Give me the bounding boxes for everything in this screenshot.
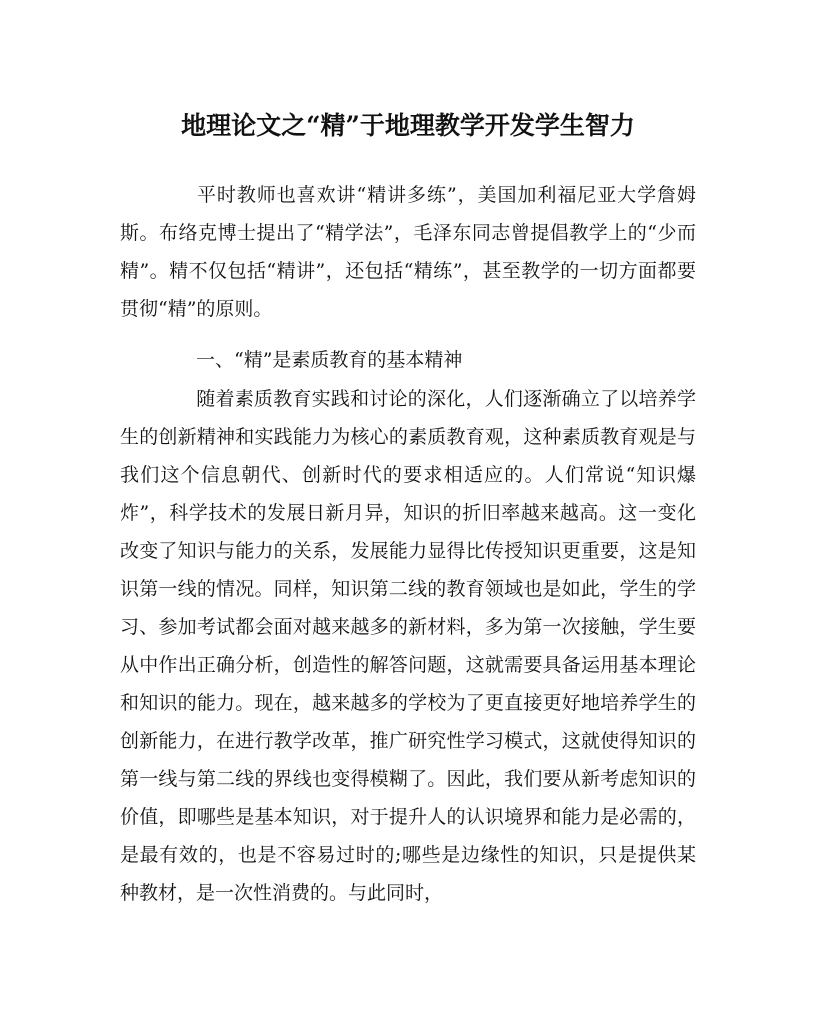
paragraph-intro-text: 平时教师也喜欢讲“精讲多练”，美国加利福尼亚大学詹姆斯。布络克博士提出了“精学法”，毛泽东同志曾提倡教学上的“少而精”。精不仅包括“精讲”，还包括“精练”，甚至教学的一切方面都要贯彻“精”的原则。 — [120, 184, 696, 320]
section-heading: 一、“精”是素质教育的基本精神 — [196, 349, 463, 371]
paragraph-intro — [120, 176, 696, 328]
paragraph-body — [120, 380, 696, 912]
paragraph-body-text: 随着素质教育实践和讨论的深化，人们逐渐确立了以培养学生的创新精神和实践能力为核心的素质教育观，这种素质教育观是与我们这个信息朝代、创新时代的要求相适应的。人们常说“知识爆炸”，科学技术的发展日新月异，知识的折旧率越来越高。这一变化改变了知识与能力的关系，发展能力显得比传授知识更重要，这是知识第一线的情况。同样，知识第二线的教育领域也是如此，学生的学习、参加考试都会面对越来越多的新材料，多为第一次接触，学生要从中作出正确分析，创造性的解答问题，这就需要具备运用基本理论和知识的能力。现在，越来越多的学校为了更直接更好地培养学生的创新能力，在进行教学改革，推广研究性学习模式，这就使得知识的第一线与第二线的界线也变得模糊了。因此，我们要从新考虑知识的价值，即哪些是基本知识，对于提升人的认识境界和能力是必需的，是最有效的，也是不容易过时的;哪些是边缘性的知识，只是提供某种教材，是一次性消费的。与此同时， — [120, 388, 696, 904]
document-title: 地理论文之“精”于地理教学开发学生智力 — [181, 111, 635, 140]
